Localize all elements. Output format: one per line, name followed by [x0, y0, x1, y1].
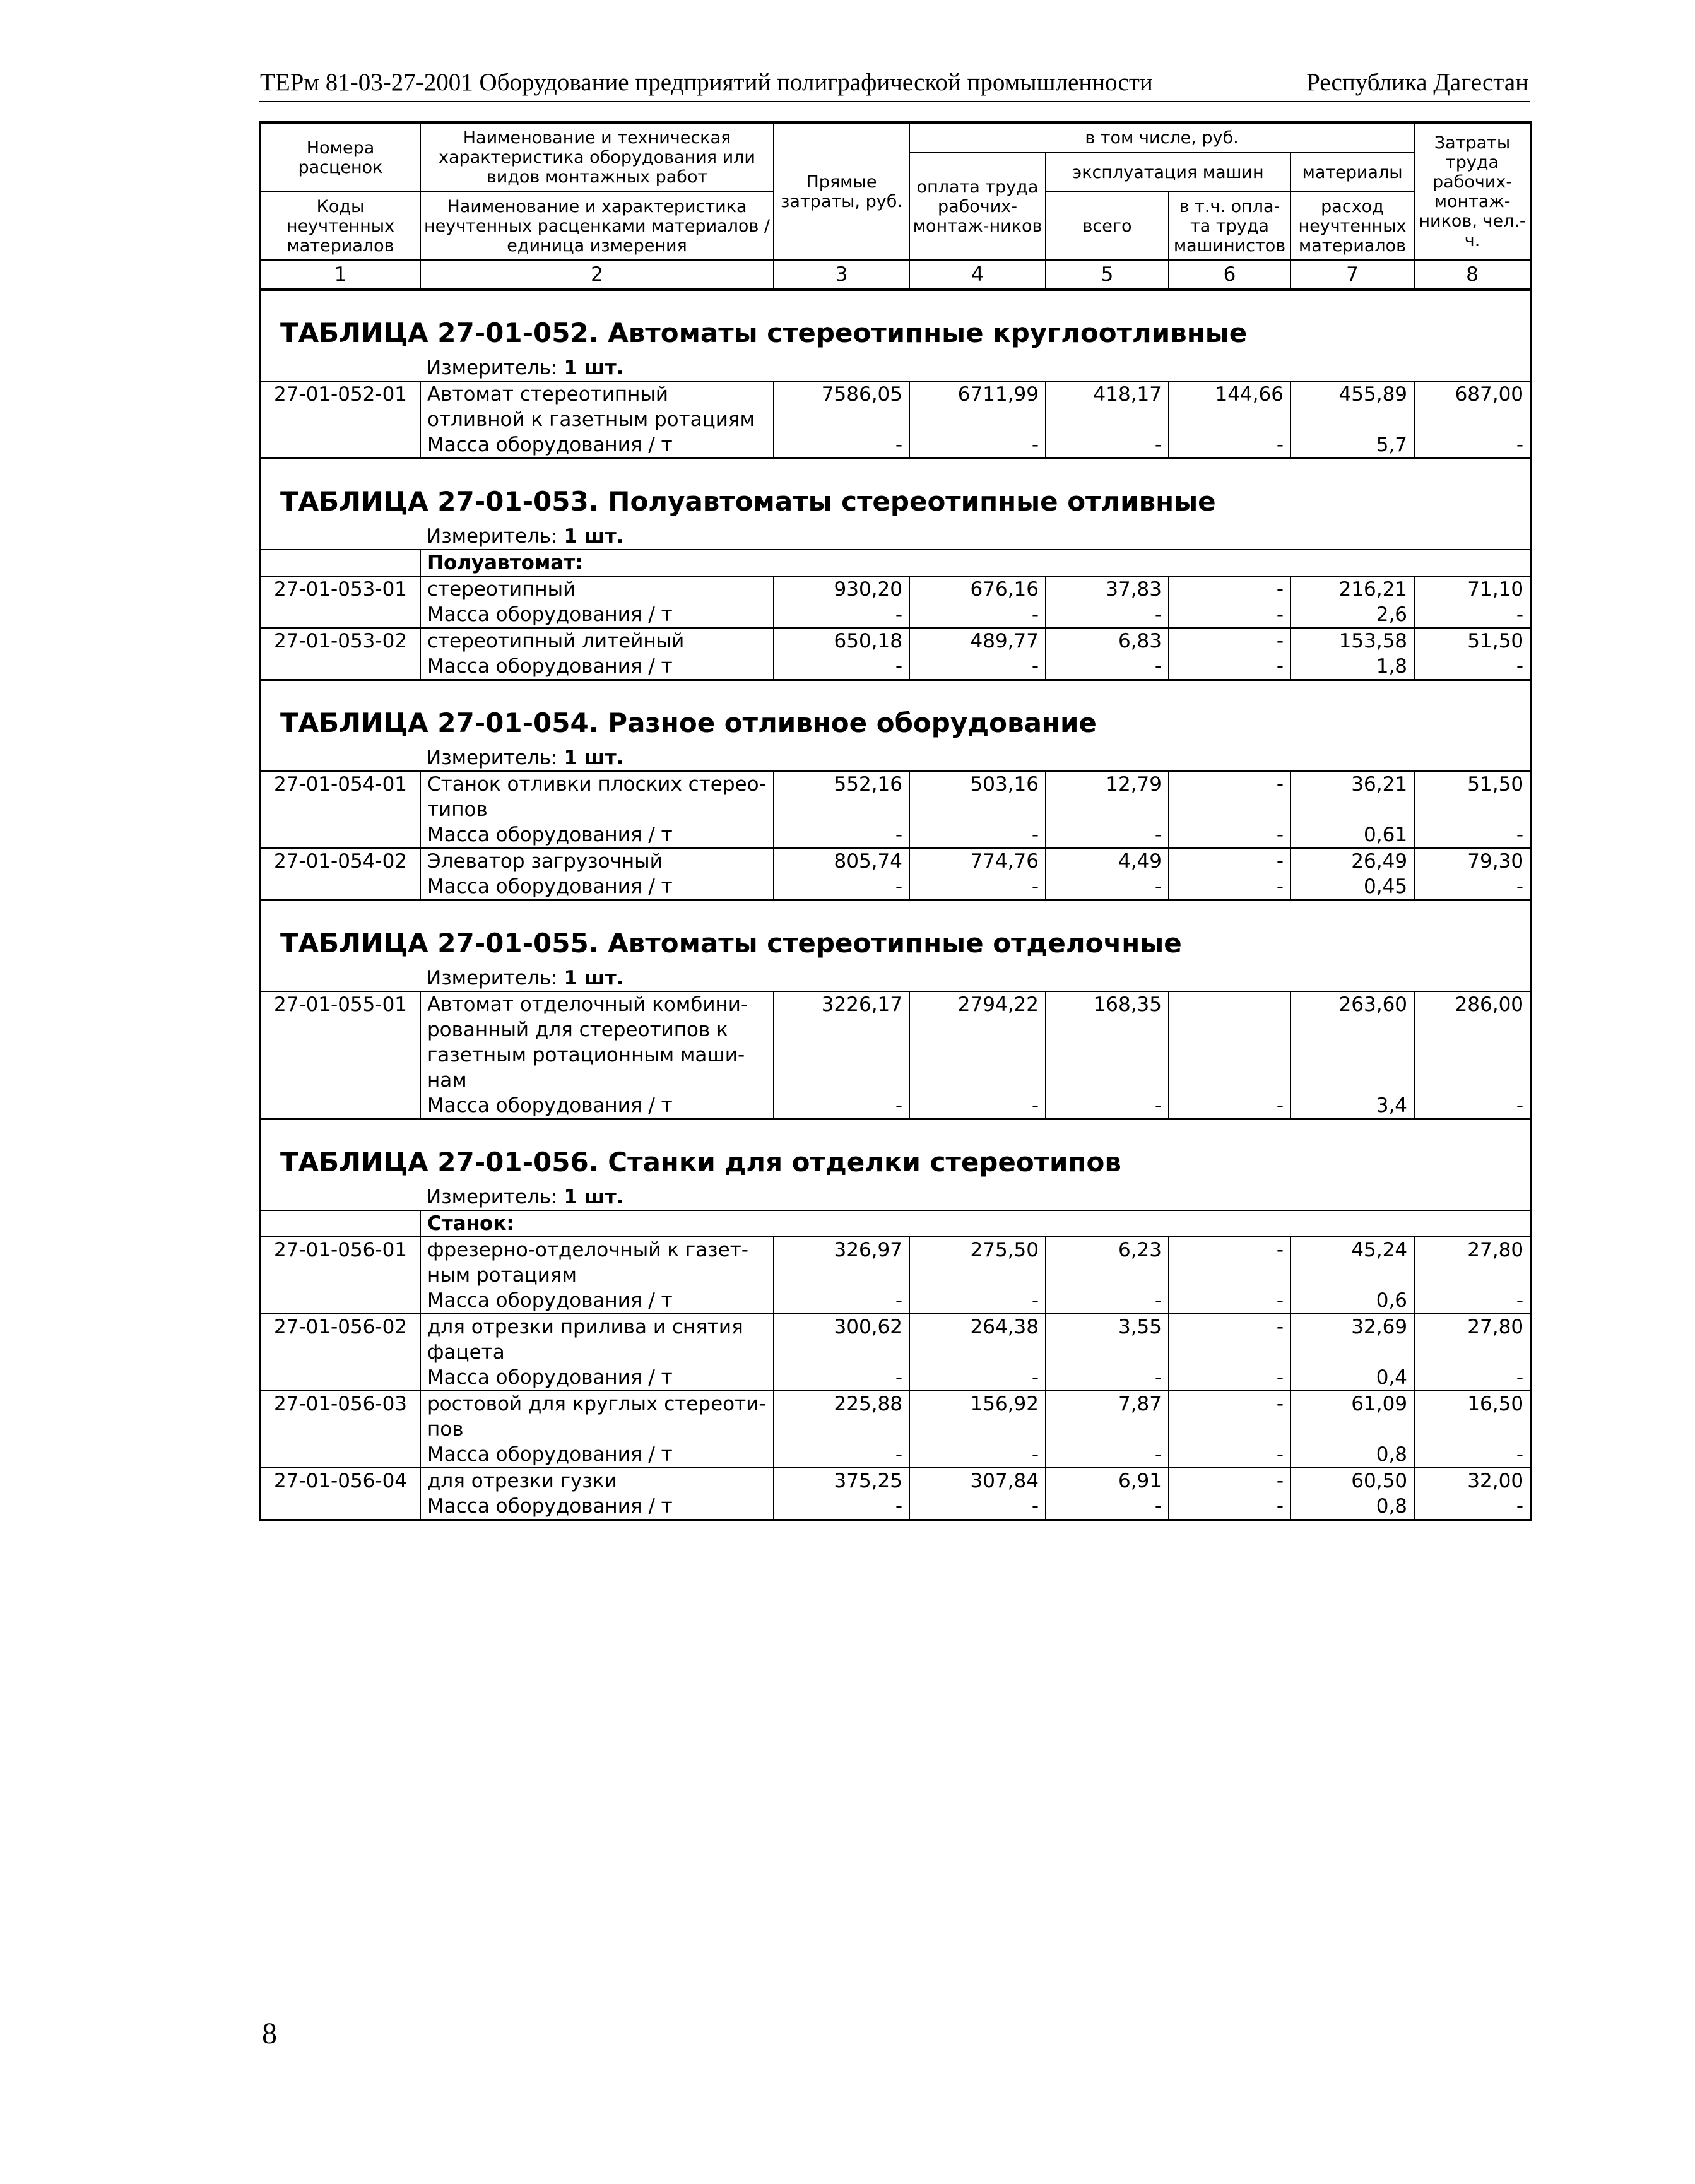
value-cell: 264,38: [909, 1314, 1046, 1365]
subheading-spacer: [260, 550, 420, 576]
rate-code: 27-01-056-01: [260, 1237, 420, 1288]
mass-value: -: [909, 874, 1046, 900]
mass-value: 0,4: [1290, 1365, 1414, 1391]
rate-code: 27-01-054-01: [260, 771, 420, 822]
meter-cell: [420, 524, 1531, 550]
column-numbers-row: [260, 260, 1531, 290]
value-cell: 6711,99: [909, 381, 1046, 432]
table-row: [260, 576, 1531, 602]
mass-value: -: [774, 1365, 909, 1391]
meter-spacer: [260, 355, 420, 381]
mass-label: Масса оборудования / т: [420, 874, 774, 900]
rate-name: ростовой для круглых стереоти-пов: [420, 1391, 774, 1442]
mass-value: -: [909, 1494, 1046, 1520]
table-row: [260, 1237, 1531, 1288]
section-title-row: [260, 290, 1531, 355]
running-head: [259, 68, 1530, 102]
column-number: 6: [1169, 260, 1290, 290]
rate-name: Элеватор загрузочный: [420, 848, 774, 874]
value-cell: 6,83: [1046, 628, 1169, 654]
meter-cell: [420, 1184, 1531, 1210]
table-row: [260, 1314, 1531, 1365]
meter-row: [260, 965, 1531, 991]
value-cell: 263,60: [1290, 991, 1414, 1093]
meter-label: Измеритель:: [427, 357, 558, 379]
meter-spacer: [260, 745, 420, 771]
rate-code: 27-01-056-02: [260, 1314, 420, 1365]
value-cell: 71,10: [1414, 576, 1531, 602]
rate-code: 27-01-052-01: [260, 381, 420, 432]
mass-row: [260, 1494, 1531, 1520]
mass-value: -: [1169, 822, 1290, 848]
mass-value: -: [1169, 1093, 1290, 1119]
meter-label: Измеритель:: [427, 967, 558, 989]
meter-value: 1 шт.: [564, 747, 624, 769]
code-spacer: [260, 1494, 420, 1520]
value-cell: 650,18: [774, 628, 909, 654]
mass-label: Масса оборудования / т: [420, 1365, 774, 1391]
mass-value: -: [909, 432, 1046, 459]
col-header-name: Наименование и техническая характеристика оборудования или видов монтажных работ: [420, 122, 774, 192]
value-cell: 216,21: [1290, 576, 1414, 602]
col-header-machines-total: всего: [1046, 192, 1169, 260]
mass-value: -: [1169, 654, 1290, 680]
value-cell: 6,91: [1046, 1468, 1169, 1494]
value-cell: 930,20: [774, 576, 909, 602]
rate-code: 27-01-056-03: [260, 1391, 420, 1442]
mass-label: Масса оборудования / т: [420, 1442, 774, 1468]
subheading-spacer: [260, 1210, 420, 1237]
value-cell: 60,50: [1290, 1468, 1414, 1494]
subheading-row: [260, 550, 1531, 576]
value-cell: 676,16: [909, 576, 1046, 602]
table-header: [260, 122, 1531, 290]
value-cell: 156,92: [909, 1391, 1046, 1442]
subheading-row: [260, 1210, 1531, 1237]
code-spacer: [260, 874, 420, 900]
meter-row: [260, 745, 1531, 771]
value-cell: 45,24: [1290, 1237, 1414, 1288]
value-cell: 300,62: [774, 1314, 909, 1365]
value-cell: 552,16: [774, 771, 909, 822]
meter-row: [260, 355, 1531, 381]
mass-value: -: [1046, 1494, 1169, 1520]
rate-code: 27-01-055-01: [260, 991, 420, 1093]
col-header-labor-pay: оплата труда рабочих-монтаж-ников: [909, 153, 1046, 260]
mass-value: -: [1169, 1365, 1290, 1391]
meter-spacer: [260, 965, 420, 991]
section-title: ТАБЛИЦА 27-01-055. Автоматы стереотипные отделочные: [260, 900, 1531, 966]
value-cell: 26,49: [1290, 848, 1414, 874]
mass-row: [260, 602, 1531, 628]
value-cell: 27,80: [1414, 1237, 1531, 1288]
mass-value: -: [1046, 602, 1169, 628]
section-title: ТАБЛИЦА 27-01-053. Полуавтоматы стереотипные отливные: [260, 459, 1531, 524]
value-cell: 503,16: [909, 771, 1046, 822]
mass-label: Масса оборудования / т: [420, 822, 774, 848]
region-name: Республика Дагестан: [1306, 69, 1528, 96]
mass-value: 3,4: [1290, 1093, 1414, 1119]
mass-value: -: [774, 822, 909, 848]
mass-value: -: [1169, 1442, 1290, 1468]
mass-value: -: [774, 1093, 909, 1119]
value-cell: 32,69: [1290, 1314, 1414, 1365]
mass-value: -: [909, 654, 1046, 680]
col-header-rate-numbers: Номера расценок: [260, 122, 420, 192]
value-cell: 79,30: [1414, 848, 1531, 874]
mass-value: -: [909, 1288, 1046, 1314]
value-cell: 7,87: [1046, 1391, 1169, 1442]
column-number: 3: [774, 260, 909, 290]
mass-row: [260, 432, 1531, 459]
mass-value: -: [774, 432, 909, 459]
mass-value: -: [909, 602, 1046, 628]
section-title-row: [260, 459, 1531, 524]
meter-cell: [420, 745, 1531, 771]
mass-row: [260, 1093, 1531, 1119]
subheading: Полуавтомат:: [420, 550, 1531, 576]
mass-value: -: [1414, 1365, 1531, 1391]
rate-name: для отрезки гузки: [420, 1468, 774, 1494]
value-cell: -: [1169, 576, 1290, 602]
mass-value: -: [1046, 1093, 1169, 1119]
value-cell: -: [1169, 1237, 1290, 1288]
mass-value: -: [909, 1442, 1046, 1468]
mass-value: -: [1414, 1288, 1531, 1314]
col-header-material-codes: Коды неучтенных материалов: [260, 192, 420, 260]
value-cell: [1169, 991, 1290, 1093]
rate-code: 27-01-053-01: [260, 576, 420, 602]
rate-name: Автомат стереотипный отливной к газетным ротациям: [420, 381, 774, 432]
value-cell: -: [1169, 1468, 1290, 1494]
meter-row: [260, 1184, 1531, 1210]
value-cell: -: [1169, 1314, 1290, 1365]
value-cell: 7586,05: [774, 381, 909, 432]
mass-row: [260, 1288, 1531, 1314]
meter-spacer: [260, 524, 420, 550]
column-number: 4: [909, 260, 1046, 290]
mass-value: -: [774, 1288, 909, 1314]
mass-value: 1,8: [1290, 654, 1414, 680]
value-cell: 774,76: [909, 848, 1046, 874]
code-spacer: [260, 602, 420, 628]
mass-row: [260, 874, 1531, 900]
table-row: [260, 991, 1531, 1093]
section-title-row: [260, 1119, 1531, 1185]
value-cell: 489,77: [909, 628, 1046, 654]
rate-name: для отрезки прилива и снятия фацета: [420, 1314, 774, 1365]
column-number: 7: [1290, 260, 1414, 290]
col-header-direct-costs: Прямые затраты, руб.: [774, 122, 909, 260]
value-cell: -: [1169, 848, 1290, 874]
mass-value: -: [1414, 1442, 1531, 1468]
table-row: [260, 848, 1531, 874]
mass-value: -: [1414, 822, 1531, 848]
value-cell: 27,80: [1414, 1314, 1531, 1365]
table-row: [260, 1468, 1531, 1494]
value-cell: 51,50: [1414, 628, 1531, 654]
value-cell: 61,09: [1290, 1391, 1414, 1442]
rate-name: Станок отливки плоских стерео-типов: [420, 771, 774, 822]
meter-spacer: [260, 1184, 420, 1210]
mass-label: Масса оборудования / т: [420, 602, 774, 628]
value-cell: 144,66: [1169, 381, 1290, 432]
mass-value: -: [1414, 654, 1531, 680]
code-spacer: [260, 822, 420, 848]
value-cell: 12,79: [1046, 771, 1169, 822]
code-spacer: [260, 1442, 420, 1468]
table-row: [260, 381, 1531, 432]
rate-code: 27-01-053-02: [260, 628, 420, 654]
mass-label: Масса оборудования / т: [420, 654, 774, 680]
value-cell: 225,88: [774, 1391, 909, 1442]
mass-value: -: [1046, 1365, 1169, 1391]
col-header-machines: эксплуатация машин: [1046, 153, 1290, 192]
mass-value: -: [1414, 1093, 1531, 1119]
rate-name: стереотипный литейный: [420, 628, 774, 654]
value-cell: 3,55: [1046, 1314, 1169, 1365]
mass-value: -: [909, 822, 1046, 848]
document-code-title: ТЕРм 81-03-27-2001 Оборудование предприятий полиграфической промышленности: [260, 69, 1153, 96]
value-cell: -: [1169, 1391, 1290, 1442]
column-number: 8: [1414, 260, 1531, 290]
col-header-material-consumption: расход неучтенных материалов: [1290, 192, 1414, 260]
table-row: [260, 1391, 1531, 1442]
mass-label: Масса оборудования / т: [420, 432, 774, 459]
value-cell: 3226,17: [774, 991, 909, 1093]
mass-value: -: [1046, 1442, 1169, 1468]
mass-value: -: [1046, 822, 1169, 848]
code-spacer: [260, 1365, 420, 1391]
mass-value: -: [1414, 1494, 1531, 1520]
col-header-labor-hours: Затраты труда рабочих-монтаж-ников, чел.-ч.: [1414, 122, 1531, 260]
mass-row: [260, 654, 1531, 680]
col-header-including: в том числе, руб.: [909, 122, 1414, 153]
mass-value: -: [909, 1365, 1046, 1391]
value-cell: 6,23: [1046, 1237, 1169, 1288]
table-body: [260, 290, 1531, 1520]
value-cell: 16,50: [1414, 1391, 1531, 1442]
value-cell: 4,49: [1046, 848, 1169, 874]
meter-value: 1 шт.: [564, 967, 624, 989]
mass-value: 0,6: [1290, 1288, 1414, 1314]
value-cell: 418,17: [1046, 381, 1169, 432]
meter-cell: [420, 965, 1531, 991]
column-number: 5: [1046, 260, 1169, 290]
code-spacer: [260, 1288, 420, 1314]
value-cell: -: [1169, 771, 1290, 822]
table-row: [260, 628, 1531, 654]
mass-value: -: [1046, 432, 1169, 459]
mass-value: 5,7: [1290, 432, 1414, 459]
meter-label: Измеритель:: [427, 1186, 558, 1208]
mass-value: -: [1169, 1288, 1290, 1314]
mass-row: [260, 822, 1531, 848]
section-title-row: [260, 900, 1531, 966]
value-cell: 37,83: [1046, 576, 1169, 602]
code-spacer: [260, 1093, 420, 1119]
mass-value: -: [1046, 654, 1169, 680]
value-cell: 32,00: [1414, 1468, 1531, 1494]
value-cell: 805,74: [774, 848, 909, 874]
section-title: ТАБЛИЦА 27-01-056. Станки для отделки стереотипов: [260, 1119, 1531, 1185]
subheading: Станок:: [420, 1210, 1531, 1237]
value-cell: 375,25: [774, 1468, 909, 1494]
value-cell: 168,35: [1046, 991, 1169, 1093]
meter-row: [260, 524, 1531, 550]
value-cell: 2794,22: [909, 991, 1046, 1093]
mass-value: -: [1414, 602, 1531, 628]
meter-label: Измеритель:: [427, 747, 558, 769]
col-header-operators-pay: в т.ч. опла-та труда машинистов: [1169, 192, 1290, 260]
column-number: 1: [260, 260, 420, 290]
mass-label: Масса оборудования / т: [420, 1093, 774, 1119]
value-cell: 153,58: [1290, 628, 1414, 654]
mass-value: -: [1169, 874, 1290, 900]
mass-value: 0,8: [1290, 1494, 1414, 1520]
mass-value: -: [1414, 432, 1531, 459]
mass-value: 0,61: [1290, 822, 1414, 848]
meter-cell: [420, 355, 1531, 381]
meter-value: 1 шт.: [564, 525, 624, 548]
rates-table: [259, 121, 1532, 1521]
value-cell: 307,84: [909, 1468, 1046, 1494]
code-spacer: [260, 432, 420, 459]
column-number: 2: [420, 260, 774, 290]
value-cell: 275,50: [909, 1237, 1046, 1288]
mass-value: -: [909, 1093, 1046, 1119]
table-row: [260, 771, 1531, 822]
meter-value: 1 шт.: [564, 357, 624, 379]
section-title: ТАБЛИЦА 27-01-054. Разное отливное оборудование: [260, 680, 1531, 746]
value-cell: 687,00: [1414, 381, 1531, 432]
rate-name: Автомат отделочный комбини-рованный для стереотипов к газетным ротационным маши-нам: [420, 991, 774, 1093]
rate-name: стереотипный: [420, 576, 774, 602]
code-spacer: [260, 654, 420, 680]
meter-value: 1 шт.: [564, 1186, 624, 1208]
mass-value: -: [774, 874, 909, 900]
mass-value: -: [774, 1494, 909, 1520]
col-header-materials: материалы: [1290, 153, 1414, 192]
section-title-row: [260, 680, 1531, 746]
rate-code: 27-01-056-04: [260, 1468, 420, 1494]
mass-value: -: [1169, 1494, 1290, 1520]
mass-value: -: [1169, 432, 1290, 459]
mass-row: [260, 1442, 1531, 1468]
mass-value: -: [1169, 602, 1290, 628]
value-cell: 286,00: [1414, 991, 1531, 1093]
mass-value: -: [1414, 874, 1531, 900]
value-cell: -: [1169, 628, 1290, 654]
value-cell: 455,89: [1290, 381, 1414, 432]
rate-name: фрезерно-отделочный к газет-ным ротациям: [420, 1237, 774, 1288]
mass-value: -: [1046, 1288, 1169, 1314]
mass-row: [260, 1365, 1531, 1391]
mass-value: -: [1046, 874, 1169, 900]
mass-value: 0,45: [1290, 874, 1414, 900]
mass-label: Масса оборудования / т: [420, 1288, 774, 1314]
page-number: 8: [262, 2017, 277, 2050]
mass-value: -: [774, 602, 909, 628]
mass-value: -: [774, 654, 909, 680]
value-cell: 326,97: [774, 1237, 909, 1288]
col-header-material-name: Наименование и характеристика неучтенных расценками материалов / единица измерения: [420, 192, 774, 260]
mass-value: 2,6: [1290, 602, 1414, 628]
value-cell: 36,21: [1290, 771, 1414, 822]
value-cell: 51,50: [1414, 771, 1531, 822]
rate-code: 27-01-054-02: [260, 848, 420, 874]
mass-value: -: [774, 1442, 909, 1468]
section-title: ТАБЛИЦА 27-01-052. Автоматы стереотипные круглоотливные: [260, 290, 1531, 355]
mass-label: Масса оборудования / т: [420, 1494, 774, 1520]
meter-label: Измеритель:: [427, 525, 558, 548]
mass-value: 0,8: [1290, 1442, 1414, 1468]
